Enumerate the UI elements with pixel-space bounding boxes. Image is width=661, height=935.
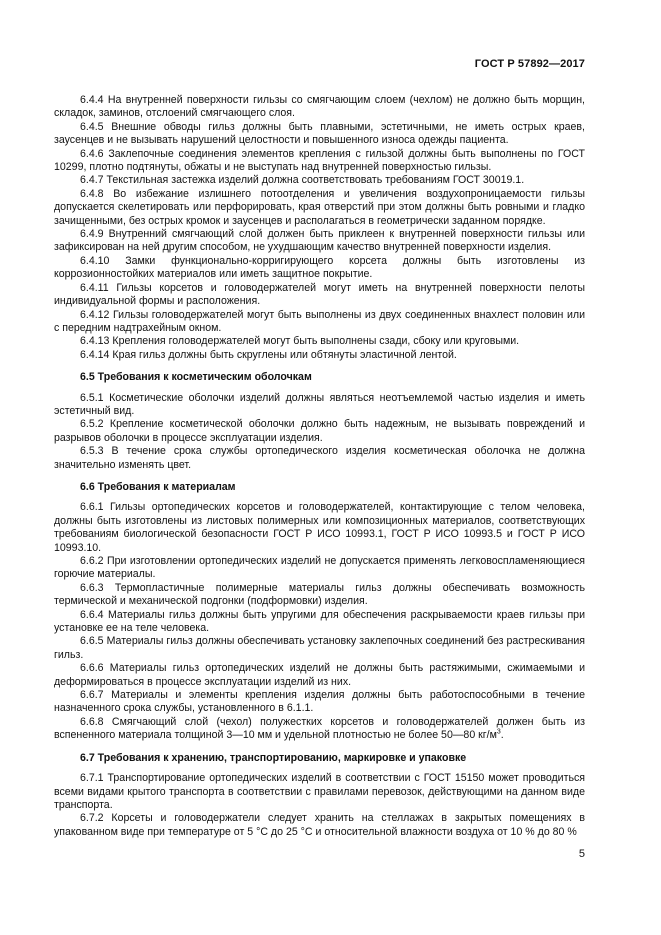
paragraph-6-6-5: 6.6.5 Материалы гильз должны обеспечивать установку заклепочных соединений без растрескивания гильз. <box>54 635 585 661</box>
paragraph-6-4-9: 6.4.9 Внутренний смягчающий слой должен быть приклеен к внутренней поверхности гильзы или зафиксирован на ней другим способом, не ухудшающим качество внутренней поверхности изделия. <box>54 228 585 254</box>
paragraph-6-6-8-end: . <box>500 729 504 742</box>
paragraph-6-4-11: 6.4.11 Гильзы корсетов и головодержателей могут иметь на внутренней поверхности пелоты индивидуальной формы и расположения. <box>54 281 585 308</box>
paragraph-6-5-2: 6.5.2 Крепление косметической оболочки должно быть надежным, не вызывать повреждений и разрывов оболочки в процессе эксплуатации изделия. <box>54 418 585 444</box>
paragraph-6-4-12: 6.4.12 Гильзы головодержателей могут быть выполнены из двух соединенных внахлест половин или с передним надтрахейным окном. <box>54 308 585 334</box>
superscript-exponent: 3 <box>496 728 501 736</box>
paragraph-6-6-1: 6.6.1 Гильзы ортопедических корсетов и головодержателей, контактирующие с телом человека, должны быть изготовлены из листовых полимерных или композиционных материалов, соответствующих требованиям биологической безопасности ГОСТ Р ИСО 10993.1, ГОСТ Р ИСО 10993.5 и ГОСТ Р ИСО 10993.10. <box>54 501 585 554</box>
paragraph-6-4-13: 6.4.13 Крепления головодержателей могут быть выполнены сзади, сбоку или круговыми. <box>80 335 520 348</box>
paragraph-6-5-3: 6.5.3 В течение срока службы ортопедического изделия косметическая оболочка не должна значительно изменять цвет. <box>54 445 585 471</box>
section-heading-6-5: 6.5 Требования к косметическим оболочкам <box>80 371 312 384</box>
paragraph-6-4-10: 6.4.10 Замки функционально-корригирующего корсета должны быть изготовлены из коррозионностойких материалов или иметь защитное покрытие. <box>54 254 585 281</box>
paragraph-6-4-8: 6.4.8 Во избежание излишнего потоотделения и увеличения воздухопроницаемости гильзы допускается скелетировать или перфорировать, края отверстий при этом должны быть ровными и гладко зачищенными, без острых кромок и заусенцев и располагаться в геометрически заданном порядке. <box>54 187 585 227</box>
page-number: 5 <box>578 848 585 860</box>
paragraph-6-6-4: 6.6.4 Материалы гильз должны быть упругими для обеспечения раскрываемости краев гильзы при установке ее на теле человека. <box>54 608 585 635</box>
paragraph-6-6-8-text: 6.6.8 Смягчающий слой (чехол) полужестких корсетов и головодержателей должен быть из вспененного материала толщиной 3—10 мм и удельной плотностью не более 50—80 кг/м <box>54 715 585 742</box>
paragraph-6-4-5: 6.4.5 Внешние обводы гильз должны быть плавными, эстетичными, не иметь острых краев, заусенцев и не вызывать нарушений целостности и повышенного износа одежды пациента. <box>54 120 585 147</box>
standard-header: ГОСТ Р 57892—2017 <box>474 58 585 70</box>
paragraph-6-6-7: 6.6.7 Материалы и элементы крепления изделия должны быть работоспособными в течение назначенного срока службы, установленного в 6.1.1. <box>54 689 585 715</box>
paragraph-6-4-6: 6.4.6 Заклепочные соединения элементов крепления с гильзой должны быть выполнены по ГОСТ 10299, плотно подтянуты, обжаты и не выступать над внутренней поверхностью гильзы. <box>54 147 585 174</box>
paragraph-6-4-4: 6.4.4 На внутренней поверхности гильзы со смягчающим слоем (чехлом) не должно быть морщин, складок, заминов, отслоений смягчающего слоя. <box>54 94 585 120</box>
paragraph-6-5-1: 6.5.1 Косметические оболочки изделий должны являться неотъемлемой частью изделия и иметь эстетичный вид. <box>54 391 585 417</box>
paragraph-6-7-2: 6.7.2 Корсеты и головодержатели следует хранить на стеллажах в закрытых помещениях в упакованном виде при температуре от 5 °С до 25 °С и относительной влажности воздуха от 10 % до 80 % <box>54 812 585 838</box>
paragraph-6-4-7: 6.4.7 Текстильная застежка изделий должна соответствовать требованиям ГОСТ 30019.1. <box>80 174 525 187</box>
section-heading-6-7: 6.7 Требования к хранению, транспортированию, маркировке и упаковке <box>80 751 467 764</box>
paragraph-6-6-6: 6.6.6 Материалы гильз ортопедических изделий не должны быть растяжимыми, сжимаемыми и деформироваться в процессе эксплуатации изделий из них. <box>54 662 585 688</box>
section-heading-6-6: 6.6 Требования к материалам <box>80 480 236 493</box>
paragraph-6-6-2: 6.6.2 При изготовлении ортопедических изделий не допускается применять легковоспламеняющиеся горючие материалы. <box>54 555 585 581</box>
paragraph-6-4-14: 6.4.14 Края гильз должны быть скруглены или обтянуты эластичной лентой. <box>80 348 457 361</box>
paragraph-6-6-8 <box>54 716 585 743</box>
paragraph-6-7-1: 6.7.1 Транспортирование ортопедических изделий в соответствии с ГОСТ 15150 может проводиться всеми видами крытого транспорта в соответствии с правилами перевозок, действующими на данном виде транспорта. <box>54 772 585 811</box>
page-content <box>54 94 585 839</box>
paragraph-6-6-3: 6.6.3 Термопластичные полимерные материалы гильз должны обеспечивать возможность термической и механической подгонки (подформовки) изделия. <box>54 581 585 608</box>
